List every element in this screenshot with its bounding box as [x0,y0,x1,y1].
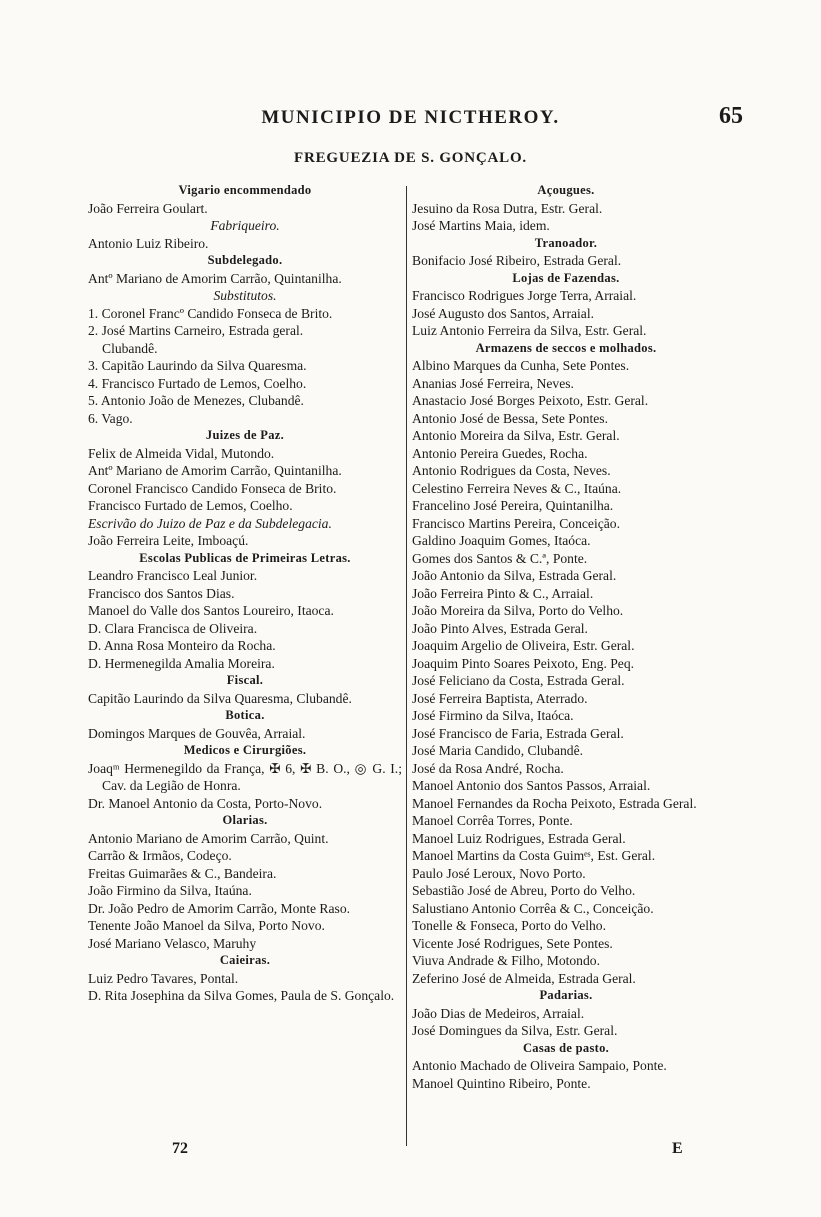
section-heading: Botica. [225,708,265,722]
directory-entry: Jesuino da Rosa Dutra, Estr. Geral. [412,200,603,216]
directory-entry: Francisco Martins Pereira, Conceição. [412,515,620,531]
parish-title: FREGUEZIA DE S. GONÇALO. [294,150,527,166]
directory-entry: Felix de Almeida Vidal, Mutondo. [88,445,275,461]
directory-entry: Francisco Rodrigues Jorge Terra, Arraial. [412,288,637,303]
directory-entry: Dr. Manoel Antonio da Costa, Porto-Novo. [88,795,323,811]
page-number: 65 [719,103,743,129]
directory-entry: José Martins Maia, idem. [412,218,550,233]
section-heading: Lojas de Fazendas. [512,270,620,285]
directory-entry: Luiz Antonio Ferreira da Silva, Estr. Geral. [412,323,647,338]
gathering-mark: E [672,1140,683,1157]
section-heading: Olarias. [222,813,268,827]
directory-entry: Ananias José Ferreira, Neves. [412,375,574,391]
directory-entry: José Augusto dos Santos, Arraial. [412,305,595,321]
directory-entry: Antonio Rodrigues da Costa, Neves. [412,463,611,478]
directory-entry: Manoel Fernandes da Rocha Peixoto, Estrada Geral. [412,795,697,811]
directory-entry: Carrão & Irmãos, Codeço. [88,848,232,863]
directory-entry: Antonio Pereira Guedes, Rocha. [412,445,588,461]
directory-entry: Antonio Moreira da Silva, Estr. Geral. [412,428,620,443]
section-heading: Fiscal. [226,673,264,687]
directory-entry: Joaquim Pinto Soares Peixoto, Eng. Peq. [412,655,635,671]
directory-entry: Galdino Joaquim Gomes, Itaóca. [412,533,591,548]
section-heading: Fabriqueiro. [210,218,280,233]
directory-entry: 1. Coronel Francº Candido Fonseca de Brito. [88,305,333,321]
directory-entry: Freitas Guimarães & C., Bandeira. [88,865,277,881]
directory-entry: 2. José Martins Carneiro, Estrada geral. [88,323,304,338]
directory-entry: João Firmino da Silva, Itaúna. [88,883,252,898]
right-column [412,182,720,1092]
directory-entry: Capitão Laurindo da Silva Quaresma, Clubandê. [88,690,352,706]
directory-entry: Antonio José de Bessa, Sete Pontes. [412,410,608,426]
directory-entry: Antonio Mariano de Amorim Carrão, Quint. [88,830,329,846]
directory-entry: Antonio Machado de Oliveira Sampaio, Ponte. [412,1058,667,1073]
directory-entry: Luiz Pedro Tavares, Pontal. [88,970,239,986]
section-heading: Substitutos. [213,288,277,303]
directory-entry: João Ferreira Leite, Imboaçú. [88,533,249,548]
directory-entry: 4. Francisco Furtado de Lemos, Coelho. [88,375,307,391]
directory-entry: Francisco dos Santos Dias. [88,585,235,601]
directory-entry: José Domingues da Silva, Estr. Geral. [412,1023,618,1038]
directory-entry: Antonio Luiz Ribeiro. [88,235,209,251]
signature-mark: 72 [172,1140,188,1157]
directory-entry: 3. Capitão Laurindo da Silva Quaresma. [88,358,307,373]
directory-entry: Bonifacio José Ribeiro, Estrada Geral. [412,253,622,268]
directory-entry: Manoel Martins da Costa Guimᵉˢ, Est. Geral. [412,848,656,863]
directory-entry: Tenente João Manoel da Silva, Porto Novo. [88,918,325,933]
directory-entry: Manoel Quintino Ribeiro, Ponte. [412,1075,591,1091]
directory-entry: Manoel Corrêa Torres, Ponte. [412,813,573,828]
directory-entry: José Feliciano da Costa, Estrada Geral. [412,673,625,688]
section-heading: Escolas Publicas de Primeiras Letras. [139,550,351,565]
directory-entry: José Ferreira Baptista, Aterrado. [412,690,588,706]
directory-entry: João Ferreira Goulart. [88,200,208,216]
directory-entry: Vicente José Rodrigues, Sete Pontes. [412,935,613,951]
directory-entry: Escrivão do Juizo de Paz e da Subdelegacia. [88,515,332,531]
directory-entry: Domingos Marques de Gouvêa, Arraial. [88,725,306,741]
directory-entry: João Dias de Medeiros, Arraial. [412,1005,585,1021]
directory-entry: João Antonio da Silva, Estrada Geral. [412,568,617,583]
section-heading: Vigario encommendado [178,183,312,197]
directory-entry: D. Anna Rosa Monteiro da Rocha. [88,638,276,653]
directory-entry: Viuva Andrade & Filho, Motondo. [412,953,600,968]
section-heading: Subdelegado. [207,253,283,267]
directory-entry: Joaquim Argelio de Oliveira, Estr. Geral. [412,638,635,653]
directory-entry: 6. Vago. [88,410,133,426]
directory-entry: João Pinto Alves, Estrada Geral. [412,620,588,636]
section-heading: Caieiras. [219,953,271,967]
directory-entry: Paulo José Leroux, Novo Porto. [412,865,586,881]
directory-entry: Coronel Francisco Candido Fonseca de Brito. [88,480,337,496]
directory-entry: Manoel do Valle dos Santos Loureiro, Itaoca. [88,603,334,618]
directory-entry: Manoel Antonio dos Santos Passos, Arraial. [412,778,651,793]
section-heading: Juizes de Paz. [205,428,285,442]
directory-entry: Leandro Francisco Leal Junior. [88,568,258,583]
directory-entry: João Moreira da Silva, Porto do Velho. [412,603,624,618]
running-head [0,103,821,143]
section-heading: Açougues. [537,183,595,197]
directory-entry: Antº Mariano de Amorim Carrão, Quintanilha. [88,463,342,478]
page-footer [0,1140,821,1164]
section-heading: Casas de pasto. [522,1040,610,1055]
directory-entry: Francisco Furtado de Lemos, Coelho. [88,498,293,513]
directory-entry: José Maria Candido, Clubandê. [412,743,584,758]
directory-entry: José da Rosa André, Rocha. [412,760,564,776]
directory-entry: Manoel Luiz Rodrigues, Estrada Geral. [412,830,626,846]
directory-entry: Celestino Ferreira Neves & C., Itaúna. [412,480,622,496]
directory-entry: José Francisco de Faria, Estrada Geral. [412,725,624,741]
left-column [88,182,402,1005]
directory-entry: Gomes dos Santos & C.ª, Ponte. [412,550,588,566]
directory-entry: D. Rita Josephina da Silva Gomes, Paula de S. Gonçalo. [88,988,395,1003]
directory-entry: 5. Antonio João de Menezes, Clubandê. [88,393,304,408]
directory-entry: Dr. João Pedro de Amorim Carrão, Monte Raso. [88,900,351,916]
directory-entry: Joaqᵐ Hermenegildo da França, ✠ 6, ✠ B. O., ◎ G. I.; Cav. da Legião de Honra. [88,760,402,793]
section-heading: Padarias. [539,988,593,1002]
directory-entry: Salustiano Antonio Corrêa & C., Conceição. [412,900,654,916]
directory-entry: Francelino José Pereira, Quintanilha. [412,498,614,513]
directory-entry: D. Clara Francisca de Oliveira. [88,620,258,636]
directory-entry: Tonelle & Fonseca, Porto do Velho. [412,918,606,933]
directory-entry: José Mariano Velasco, Maruhy [88,935,257,951]
column-divider [406,186,407,1146]
directory-entry: Sebastião José de Abreu, Porto do Velho. [412,883,636,898]
directory-entry: Albino Marques da Cunha, Sete Pontes. [412,358,630,373]
section-heading: Tranoador. [534,235,598,250]
directory-entry: João Ferreira Pinto & C., Arraial. [412,585,594,601]
directory-entry: Clubandê. [102,340,158,356]
directory-entry: Antº Mariano de Amorim Carrão, Quintanilha. [88,270,342,286]
section-heading: Medicos e Cirurgiões. [183,743,307,757]
directory-entry: Zeferino José de Almeida, Estrada Geral. [412,970,636,986]
section-heading: Armazens de seccos e molhados. [475,340,657,355]
directory-entry: D. Hermenegilda Amalia Moreira. [88,655,275,671]
directory-entry: Anastacio José Borges Peixoto, Estr. Geral. [412,393,649,408]
page-title: MUNICIPIO DE NICTHEROY. [261,107,560,128]
directory-entry: José Firmino da Silva, Itaóca. [412,708,574,723]
